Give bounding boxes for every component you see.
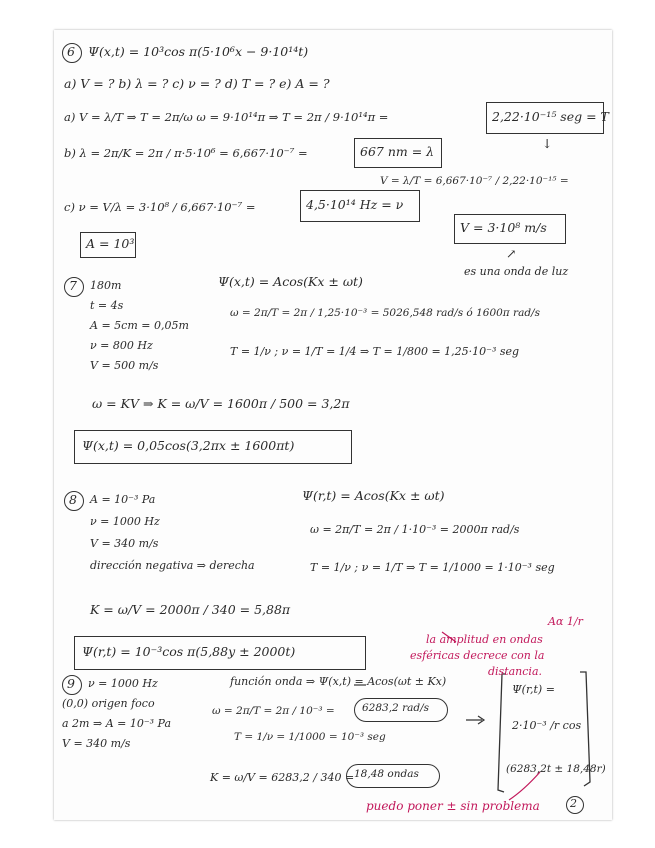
problem-7-number-label: 7	[69, 278, 77, 293]
answer-problem-9-line-3: (6283,2t ± 18,48r)	[506, 763, 606, 775]
notebook-page	[54, 30, 612, 820]
problem-7-wave-equation: Ψ(x,t) = Acos(Kx ± ωt)	[218, 274, 363, 289]
answer-wavelength: 667 nm = λ	[360, 144, 435, 159]
problem-8-period: T = 1/ν ; ν = 1/T ⇒ T = 1/1000 = 1·10⁻³ seg	[310, 561, 555, 574]
answer-problem-8: Ψ(r,t) = 10⁻³cos π(5,88y ± 2000t)	[82, 644, 296, 659]
problem-9-wavenumber: K = ω/V = 6283,2 / 340 =	[210, 771, 355, 784]
problem-7-given-time: t = 4s	[90, 299, 124, 312]
red-note-line-3: distancia.	[488, 665, 543, 678]
problem-8-given-amplitude: A = 10⁻³ Pa	[90, 493, 156, 506]
answer-problem-9-line-1: Ψ(r,t) =	[512, 683, 555, 696]
problem-9-given-amplitude: a 2m ⇒ A = 10⁻³ Pa	[62, 717, 172, 730]
problem-9-omega: ω = 2π/T = 2π / 10⁻³ =	[212, 705, 335, 717]
problem-7-omega: ω = 2π/T = 2π / 1,25·10⁻³ = 5026,548 rad/s ó 1600π rad/s	[230, 307, 540, 319]
problem-9-wave-function: función onda ⇒ Ψ(x,t) = Acos(ωt ± Kx)	[230, 675, 447, 688]
problem-8-wave-equation: Ψ(r,t) = Acos(Kx ± ωt)	[302, 488, 445, 503]
problem-8-omega: ω = 2π/T = 2π / 1·10⁻³ = 2000π rad/s	[310, 523, 520, 536]
arrow-down: ↓	[542, 136, 553, 151]
velocity-calc: V = λ/T = 6,667·10⁻⁷ / 2,22·10⁻¹⁵ =	[380, 175, 569, 187]
answer-velocity: V = 3·10⁸ m/s	[460, 220, 547, 235]
note-arrow: ↗	[506, 246, 517, 261]
problem-7-wavenumber: ω = KV ⇒ K = ω/V = 1600π / 500 = 3,2π	[92, 396, 350, 411]
problem-9-given-origin: (0,0) origen foco	[62, 697, 155, 710]
problem-7-given-distance: 180m	[90, 279, 122, 292]
problem-9-period: T = 1/ν = 1/1000 = 10⁻³ seg	[234, 731, 386, 743]
problem-7-given-amplitude: A = 5cm = 0,05m	[90, 319, 189, 332]
problem-8-given-velocity: V = 340 m/s	[90, 537, 159, 550]
red-note-line-2: esféricas decrece con la	[410, 649, 545, 662]
answer-frequency: 4,5·10¹⁴ Hz = ν	[306, 197, 404, 212]
problem-8-number-label: 8	[69, 492, 77, 507]
problem-9-k-value: 18,48 ondas	[354, 768, 419, 780]
problem-6-questions: a) V = ? b) λ = ? c) ν = ? d) T = ? e) A = ?	[64, 76, 330, 91]
red-note-proportionality: Aα 1/r	[548, 615, 583, 628]
answer-amplitude: A = 10³	[86, 236, 135, 251]
problem-9-omega-value: 6283,2 rad/s	[362, 702, 430, 714]
page-number: 2	[570, 797, 577, 810]
problem-6-part-c: c) ν = V/λ = 3·10⁸ / 6,667·10⁻⁷ =	[64, 200, 256, 214]
problem-6-part-a: a) V = λ/T ⇒ T = 2π/ω ω = 9·10¹⁴π ⇒ T = 2π / 9·10¹⁴π =	[64, 110, 389, 124]
note-light-wave: es una onda de luz	[464, 265, 569, 278]
problem-8-wavenumber: K = ω/V = 2000π / 340 = 5,88π	[90, 602, 291, 617]
problem-8-given-frequency: ν = 1000 Hz	[90, 515, 160, 528]
problem-9-given-velocity: V = 340 m/s	[62, 737, 131, 750]
answer-problem-9-line-2: 2·10⁻³ /r cos	[512, 719, 582, 732]
problem-6-equation: Ψ(x,t) = 10³cos π(5·10⁶x − 9·10¹⁴t)	[88, 44, 309, 59]
problem-7-period: T = 1/ν ; ν = 1/T = 1/4 ⇒ T = 1/800 = 1,25·10⁻³ seg	[230, 345, 520, 358]
red-note-sign: puedo poner ± sin problema	[366, 799, 540, 813]
problem-6-part-b: b) λ = 2π/K = 2π / π·5·10⁶ = 6,667·10⁻⁷ =	[64, 146, 308, 160]
problem-9-given-frequency: ν = 1000 Hz	[88, 677, 158, 690]
red-note-line-1: la amplitud en ondas	[426, 633, 543, 646]
answer-period: 2,22·10⁻¹⁵ seg = T	[492, 109, 609, 124]
problem-9-number-label: 9	[67, 676, 75, 691]
problem-6-number-label: 6	[67, 44, 75, 59]
problem-7-given-frequency: ν = 800 Hz	[90, 339, 153, 352]
problem-8-given-direction: dirección negativa ⇒ derecha	[90, 559, 255, 572]
answer-problem-7: Ψ(x,t) = 0,05cos(3,2πx ± 1600πt)	[82, 438, 295, 453]
problem-7-given-velocity: V = 500 m/s	[90, 359, 159, 372]
